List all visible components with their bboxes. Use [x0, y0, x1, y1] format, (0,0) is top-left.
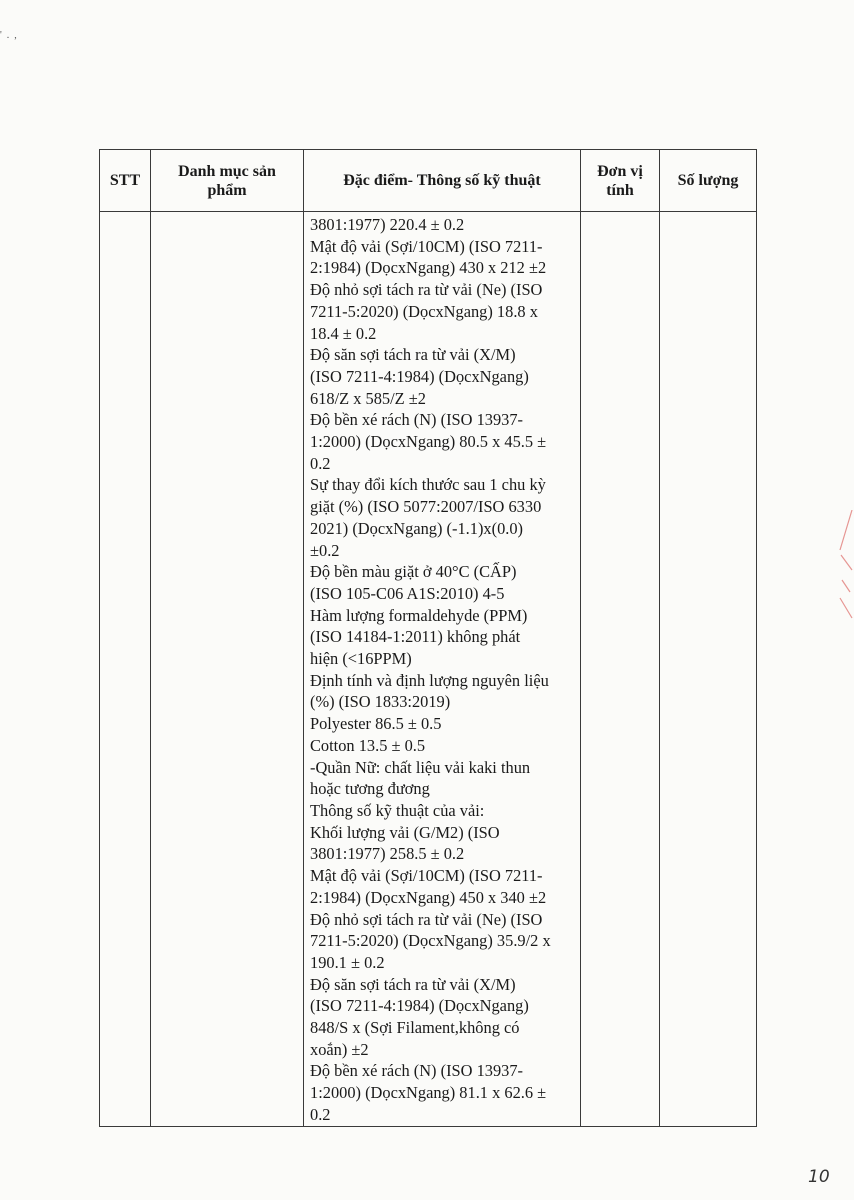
- header-spec: Đặc điểm- Thông số kỹ thuật: [304, 150, 581, 212]
- header-category-line2: phẩm: [207, 181, 247, 199]
- spec-line: (%) (ISO 1833:2019): [310, 692, 451, 712]
- spec-line: xoắn) ±2: [310, 1039, 369, 1059]
- header-quantity: Số lượng: [660, 150, 757, 212]
- spec-line: (ISO 7211-4:1984) (DọcxNgang): [310, 996, 529, 1016]
- header-unit-line1: Đơn vị: [597, 162, 643, 180]
- spec-line: 0.2: [310, 1104, 331, 1124]
- spec-line: Định tính và định lượng nguyên liệu: [310, 670, 549, 690]
- spec-line: Độ bền xé rách (N) (ISO 13937-: [310, 1061, 524, 1081]
- table-header-row: [100, 150, 757, 212]
- stamp-edge-mark: [838, 510, 854, 620]
- spec-line: Hàm lượng formaldehyde (PPM): [310, 605, 528, 625]
- spec-line: -Quần Nữ: chất liệu vải kaki thun: [310, 757, 531, 777]
- spec-line: 1:2000) (DọcxNgang) 81.1 x 62.6 ±: [310, 1083, 547, 1103]
- spec-line: Độ nhỏ sợi tách ra từ vải (Ne) (ISO: [310, 909, 543, 929]
- spec-line: hiện (<16PPM): [310, 649, 412, 669]
- spec-line: (ISO 14184-1:2011) không phát: [310, 627, 521, 647]
- spec-line: Độ bền màu giặt ở 40°C (CẤP): [310, 562, 517, 582]
- spec-line: Cotton 13.5 ± 0.5: [310, 735, 426, 755]
- spec-line: giặt (%) (ISO 5077:2007/ISO 6330: [310, 497, 542, 517]
- header-category-line1: Danh mục sản: [178, 162, 276, 180]
- spec-line: 3801:1977) 258.5 ± 0.2: [310, 844, 465, 864]
- spec-line: 2:1984) (DọcxNgang) 450 x 340 ±2: [310, 887, 547, 907]
- spec-line: Độ bền xé rách (N) (ISO 13937-: [310, 410, 524, 430]
- spec-line: Sự thay đổi kích thước sau 1 chu kỳ: [310, 475, 546, 495]
- spec-line: 618/Z x 585/Z ±2: [310, 388, 426, 408]
- page-number: 10: [808, 1167, 830, 1187]
- scan-specks: ' . ,: [0, 30, 17, 41]
- header-unit: [581, 150, 660, 212]
- spec-line: Độ săn sợi tách ra từ vải (X/M): [310, 345, 516, 365]
- cell-spec: [304, 212, 581, 1127]
- cell-stt: [100, 212, 151, 1127]
- spec-line: Mật độ vải (Sợi/10CM) (ISO 7211-: [310, 866, 543, 886]
- spec-line: Khối lượng vải (G/M2) (ISO: [310, 822, 500, 842]
- header-category: [151, 150, 304, 212]
- spec-line: 7211-5:2020) (DọcxNgang) 18.8 x: [310, 301, 538, 321]
- spec-text: [304, 212, 580, 1126]
- spec-line: 1:2000) (DọcxNgang) 80.5 x 45.5 ±: [310, 432, 547, 452]
- spec-line: Độ nhỏ sợi tách ra từ vải (Ne) (ISO: [310, 280, 543, 300]
- table-row: [100, 212, 757, 1127]
- cell-quantity: [660, 212, 757, 1127]
- cell-category: [151, 212, 304, 1127]
- header-stt: STT: [100, 150, 151, 212]
- spec-line: 2021) (DọcxNgang) (-1.1)x(0.0): [310, 518, 524, 538]
- spec-line: 18.4 ± 0.2: [310, 323, 377, 343]
- spec-line: 848/S x (Sợi Filament,không có: [310, 1018, 520, 1038]
- spec-line: Polyester 86.5 ± 0.5: [310, 714, 442, 734]
- spec-line: Thông số kỹ thuật của vải:: [310, 800, 485, 820]
- product-spec-table: [99, 149, 757, 1127]
- spec-line: 0.2: [310, 453, 331, 473]
- spec-line: (ISO 105-C06 A1S:2010) 4-5: [310, 583, 505, 603]
- header-unit-line2: tính: [606, 181, 634, 199]
- spec-line: 190.1 ± 0.2: [310, 952, 385, 972]
- spec-line: ±0.2: [310, 540, 340, 560]
- spec-line: hoặc tương đương: [310, 779, 430, 799]
- spec-line: Độ săn sợi tách ra từ vải (X/M): [310, 974, 516, 994]
- spec-line: 3801:1977) 220.4 ± 0.2: [310, 215, 465, 234]
- spec-line: 2:1984) (DọcxNgang) 430 x 212 ±2: [310, 258, 547, 278]
- spec-line: (ISO 7211-4:1984) (DọcxNgang): [310, 366, 529, 386]
- cell-unit: [581, 212, 660, 1127]
- spec-line: Mật độ vải (Sợi/10CM) (ISO 7211-: [310, 236, 543, 256]
- spec-line: 7211-5:2020) (DọcxNgang) 35.9/2 x: [310, 931, 551, 951]
